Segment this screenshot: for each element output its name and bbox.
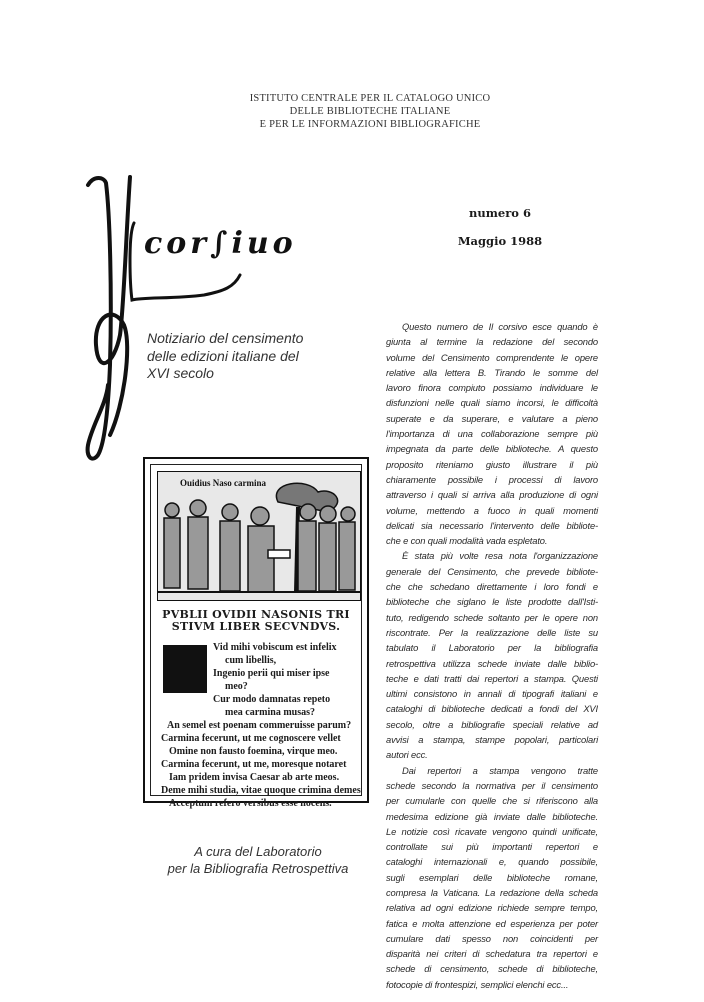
article-body (386, 319, 598, 992)
article-line: cataloghi di biblioteche dedicati a fondi del XVI (386, 703, 598, 715)
credit-line: A cura del Laboratorio (194, 844, 322, 859)
article-line: cataloghi internazionali e, quando possibile, (386, 856, 598, 868)
verse-line: Iam pridem invisa Caesar ab arte meos. (169, 772, 340, 783)
subtitle-line: Notiziario del censimento (147, 330, 304, 346)
article-line: disparità nei criteri di schedatura tra repertori e (386, 948, 598, 960)
article-line: disfunzioni nelle quali siamo incorsi, le difficoltà (386, 397, 598, 409)
article-line: delicati sia necessario l'intervento delle bibliote- (386, 519, 598, 531)
verse-line: Carmina fecerunt, ut me, moresque notaret (161, 759, 347, 770)
article-line: proposito riteniamo giusto illustrare il più (386, 458, 598, 470)
article-line: controllate sui più importanti repertori e (386, 841, 598, 853)
verse-line: Ingenio perii qui miser ipse (213, 668, 330, 679)
article-line: attraverso i quali si arriva alla produzione di ogni (386, 489, 598, 501)
verse-line: Acceptum refero versibus esse nocens. (169, 798, 332, 809)
article-line: che e con quali modalità vada espletato. (386, 535, 548, 547)
verse-line: mea carmina musas? (225, 707, 315, 718)
article-line: teche e dati tratti dai repertori a stampa. Questi (386, 672, 598, 684)
article-line: l'importanza di una collaborazione sempre più (386, 428, 598, 440)
article-line: biblioteche che siglano le liste prodotte dall'Isti- (386, 596, 598, 608)
header-line: DELLE BIBLIOTECHE ITALIANE (289, 106, 451, 117)
subtitle-line: XVI secolo (147, 365, 214, 381)
article-line: Le notizie così ricavate vengono quindi unificate, (386, 825, 598, 837)
article-paragraph (386, 319, 598, 548)
issue-info (440, 206, 560, 262)
article-line: tabulato il Laboratorio per la bibliografia (386, 642, 598, 654)
article-line: tuto, redigendo schede soltanto per le opere non (386, 611, 598, 623)
issue-number: numero 6 (469, 206, 531, 220)
woodcut-title-line: PVBLII OVIDII NASONIS TRI (162, 608, 350, 621)
issue-date: Maggio 1988 (457, 234, 543, 248)
woodcut-verse (151, 641, 361, 810)
article-line: sugli esemplari delle biblioteche romane, (386, 871, 598, 883)
verse-line: Cur modo damnatas repeto (213, 694, 331, 705)
verse-line: Omine non fausto foemina, virque meo. (169, 746, 338, 757)
article-line: secolo, oltre a bibliografie speciali relative ad (386, 718, 598, 730)
article-line: medesima edizione già inviate dalle biblioteche. (386, 810, 598, 822)
verse-line: An semel est poenam commeruisse parum? (167, 720, 352, 731)
verse-line: Carmina fecerunt, ut me cognoscere vellet (161, 733, 341, 744)
article-line: per cumularle con quelle che si riferiscono alla (386, 795, 598, 807)
article-line: superate e da superare, e valutare a pieno (386, 412, 598, 424)
svg-text:cor∫iuo: cor∫iuo (144, 226, 297, 261)
woodcut-title (151, 609, 361, 633)
article-line: fotocopie di frontespizi, semplici elenchi ecc... (386, 978, 569, 990)
article-paragraph (386, 763, 598, 992)
article-line: Questo numero de Il corsivo esce quando è (402, 321, 598, 332)
article-line: autori ecc. (386, 749, 428, 761)
article-line: compresa la Vaticana. La redazione della scheda (386, 886, 598, 898)
subtitle-line: delle edizioni italiane del (147, 347, 299, 364)
verse-line: cum libellis, (225, 655, 277, 666)
article-line: È stata più volte resa nota l'organizzazione (402, 550, 598, 562)
article-line: Dai repertori a stampa vengono tratte (402, 764, 598, 776)
subtitle (147, 330, 303, 383)
article-line: retrospettiva utilizza schede inviate dalle biblio- (386, 657, 598, 669)
woodcut-caption: Ouidius Naso carmina (180, 478, 267, 488)
verse-line: Vid mihi vobiscum est infelix (213, 642, 337, 653)
article-line: schede secondo la normativa per il censimento (386, 779, 598, 791)
article-line: avvisi a stampa, stampe popolari, particolari (386, 734, 598, 746)
article-line: volume del Censimento comprendente le opere (386, 351, 598, 363)
article-paragraph (386, 548, 598, 762)
article-line: volume, mettendo a fuoco in quali momenti (386, 504, 598, 516)
article-line: generale del Censimento, che prevede bibliote- (386, 565, 598, 577)
article-line: cumulare dati spesso non coincidenti per (386, 932, 598, 944)
header-line: ISTITUTO CENTRALE PER IL CATALOGO UNICO (249, 93, 491, 104)
article-line: fatica e molta attenzione ed esperienza per poter (386, 917, 598, 929)
article-line: riscontrate. Per la realizzazione delle liste su (386, 626, 598, 638)
woodcut-illustration (143, 457, 369, 809)
article-line: chiaramente possibile i processi di lavoro (386, 473, 598, 485)
verse-line: meo? (225, 681, 248, 692)
article-line: che che schedano direttamente i loro fondi e (386, 581, 598, 593)
verse-line: Deme mihi studia, vitae quoque crimina demes (161, 785, 361, 796)
article-line: relative alla lettera B. Tirando le somme del (386, 366, 598, 378)
article-line: impegnata da parte delle biblioteche. A questo (386, 443, 598, 455)
article-line: lavoro finora compiuto possiamo individuare le (386, 382, 598, 394)
article-line: relativa ad ogni edizione richiede sempre tempo, (386, 902, 598, 914)
article-line: giunta al termine la redazione del secondo (386, 336, 598, 348)
il-corsivo-logo (84, 175, 314, 465)
credit-line: per la Bibliografia Retrospettiva (167, 861, 349, 876)
woodcut-title-line: STIVM LIBER SECVNDVS. (171, 620, 341, 633)
institution-header (200, 92, 540, 131)
article-line: ultimi consistono in annali di tipografi italiani e (386, 688, 598, 700)
article-line: schede di censimento, schede di biblioteche, (386, 963, 598, 975)
editor-credit (140, 843, 376, 877)
woodcut-scene-image (157, 471, 361, 601)
header-line: E PER LE INFORMAZIONI BIBLIOGRAFICHE (259, 119, 481, 130)
